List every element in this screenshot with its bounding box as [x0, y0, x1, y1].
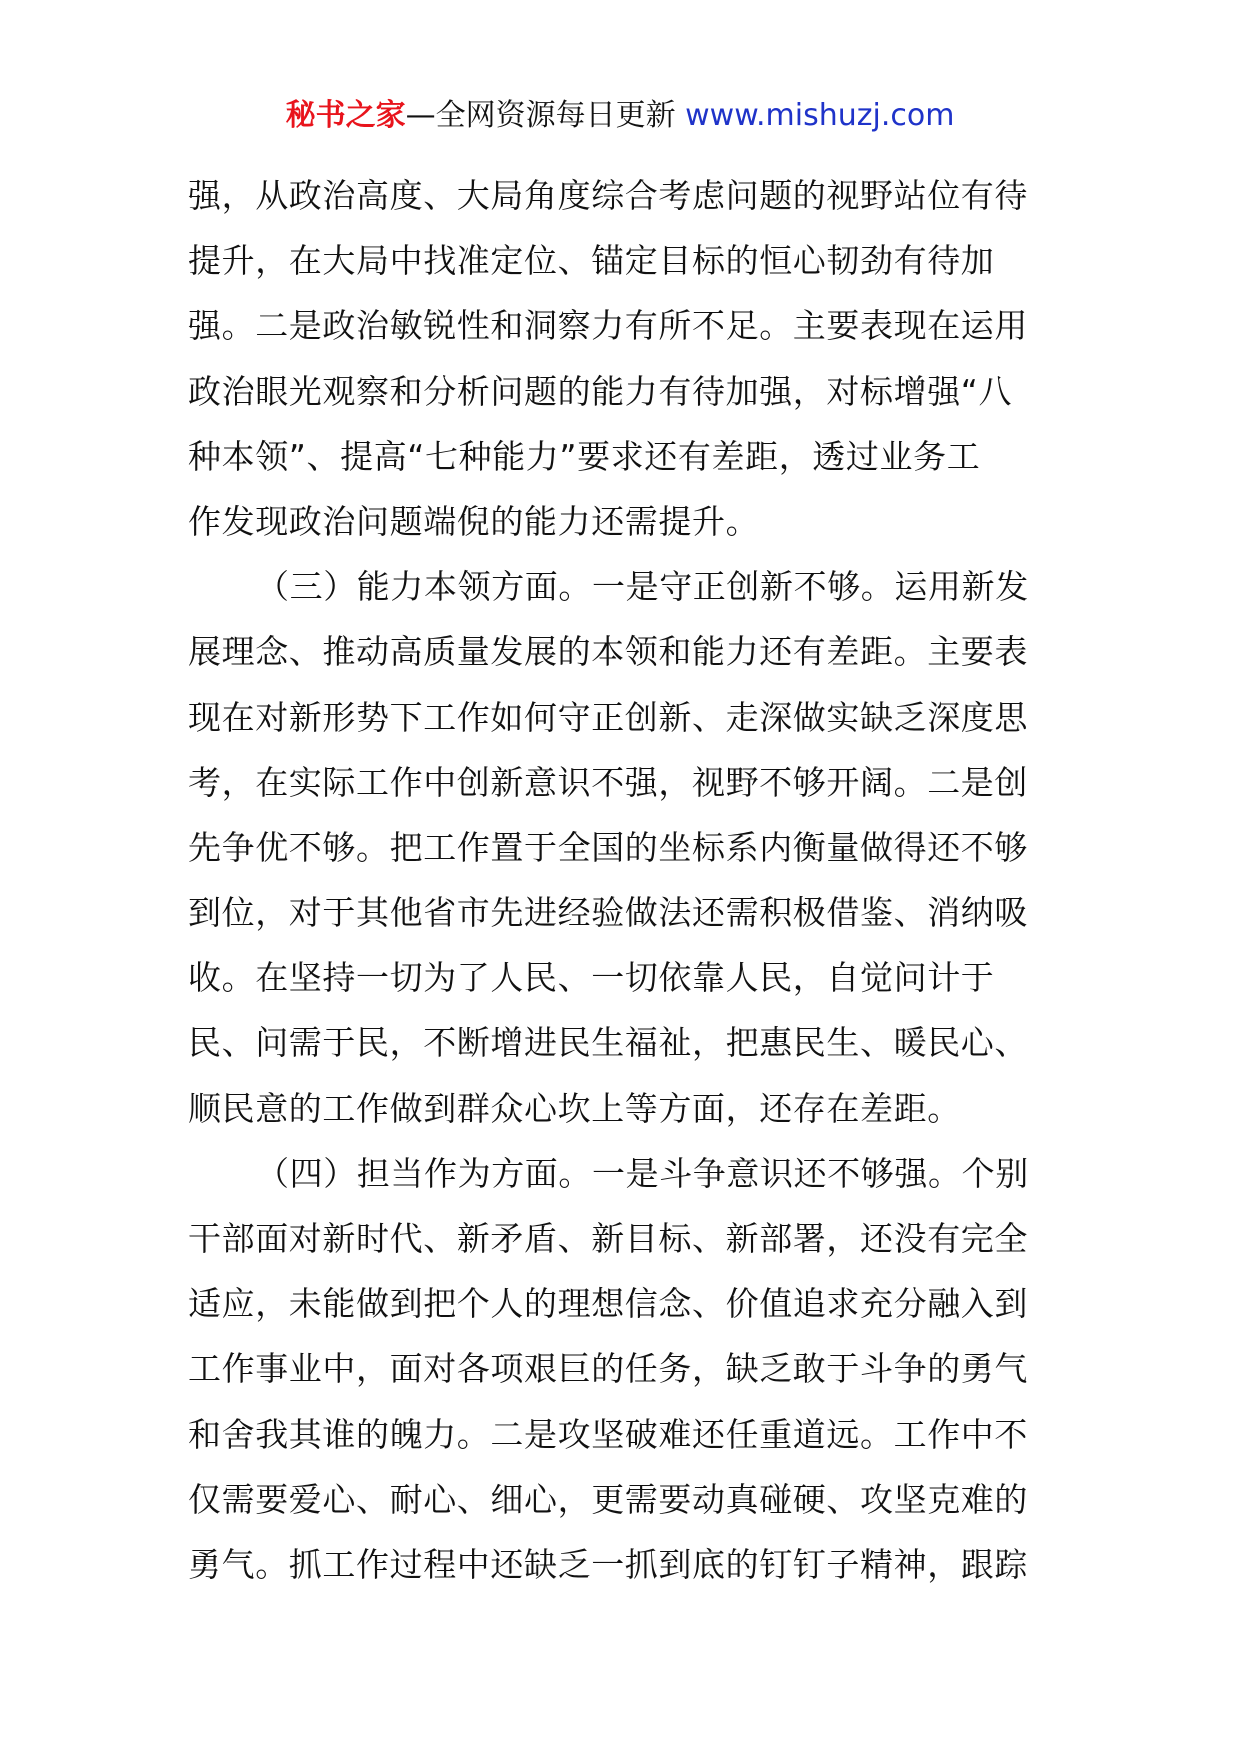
text-line: 干部面对新时代、新矛盾、新目标、新部署，还没有完全: [188, 1219, 1028, 1258]
text-line: 收。在坚持一切为了人民、一切依靠人民，自觉问计于: [188, 958, 995, 998]
text-line: 适应，未能做到把个人的理想信念、价值追求充分融入到: [188, 1284, 1028, 1324]
text-line: 到位，对于其他省市先进经验做法还需积极借鉴、消纳吸: [188, 893, 1028, 933]
text-line: 强。二是政治敏锐性和洞察力有所不足。主要表现在运用: [188, 306, 1028, 346]
document-body: [188, 163, 1058, 1597]
page-header: [0, 96, 1240, 136]
header-tagline: —全网资源每日更新: [405, 98, 676, 133]
brand-name: 秘书之家: [285, 98, 406, 133]
text-line: 强，从政治高度、大局角度综合考虑问题的视野站位有待: [188, 176, 1028, 215]
text-line: 民、问需于民，不断增进民生福祉，把惠民生、暖民心、: [188, 1023, 1028, 1063]
section-heading-line: （三）能力本领方面。一是守正创新不够。运用新发: [256, 567, 1029, 607]
text-line: 先争优不够。把工作置于全国的坐标系内衡量做得还不够: [188, 827, 1028, 867]
text-line: 展理念、推动高质量发展的本领和能力还有差距。主要表: [188, 632, 1028, 672]
text-line: 仅需要爱心、耐心、细心，更需要动真碰硬、攻坚克难的: [188, 1479, 1028, 1519]
text-line: 顺民意的工作做到群众心坎上等方面，还存在差距。: [188, 1088, 961, 1128]
text-line: 种本领”、提高“七种能力”要求还有差距，透过业务工: [188, 436, 981, 476]
text-line: 工作事业中，面对各项艰巨的任务，缺乏敢于斗争的勇气: [188, 1349, 1028, 1389]
section-heading-line: （四）担当作为方面。一是斗争意识还不够强。个别: [256, 1153, 1029, 1193]
text-line: 考，在实际工作中创新意识不强，视野不够开阔。二是创: [188, 762, 1028, 802]
text-line: 作发现政治问题端倪的能力还需提升。: [188, 501, 760, 541]
text-line: 提升，在大局中找准定位、锚定目标的恒心韧劲有待加: [188, 241, 995, 281]
text-line: 政治眼光观察和分析问题的能力有待加强，对标增强“八: [188, 371, 1013, 411]
text-line: 现在对新形势下工作如何守正创新、走深做实缺乏深度思: [188, 697, 1028, 737]
text-line: 和舍我其谁的魄力。二是攻坚破难还任重道远。工作中不: [188, 1414, 1028, 1454]
text-line: 勇气。抓工作过程中还缺乏一抓到底的钉钉子精神，跟踪: [188, 1544, 1028, 1584]
website-link[interactable]: www.mishuzj.com: [685, 98, 955, 133]
